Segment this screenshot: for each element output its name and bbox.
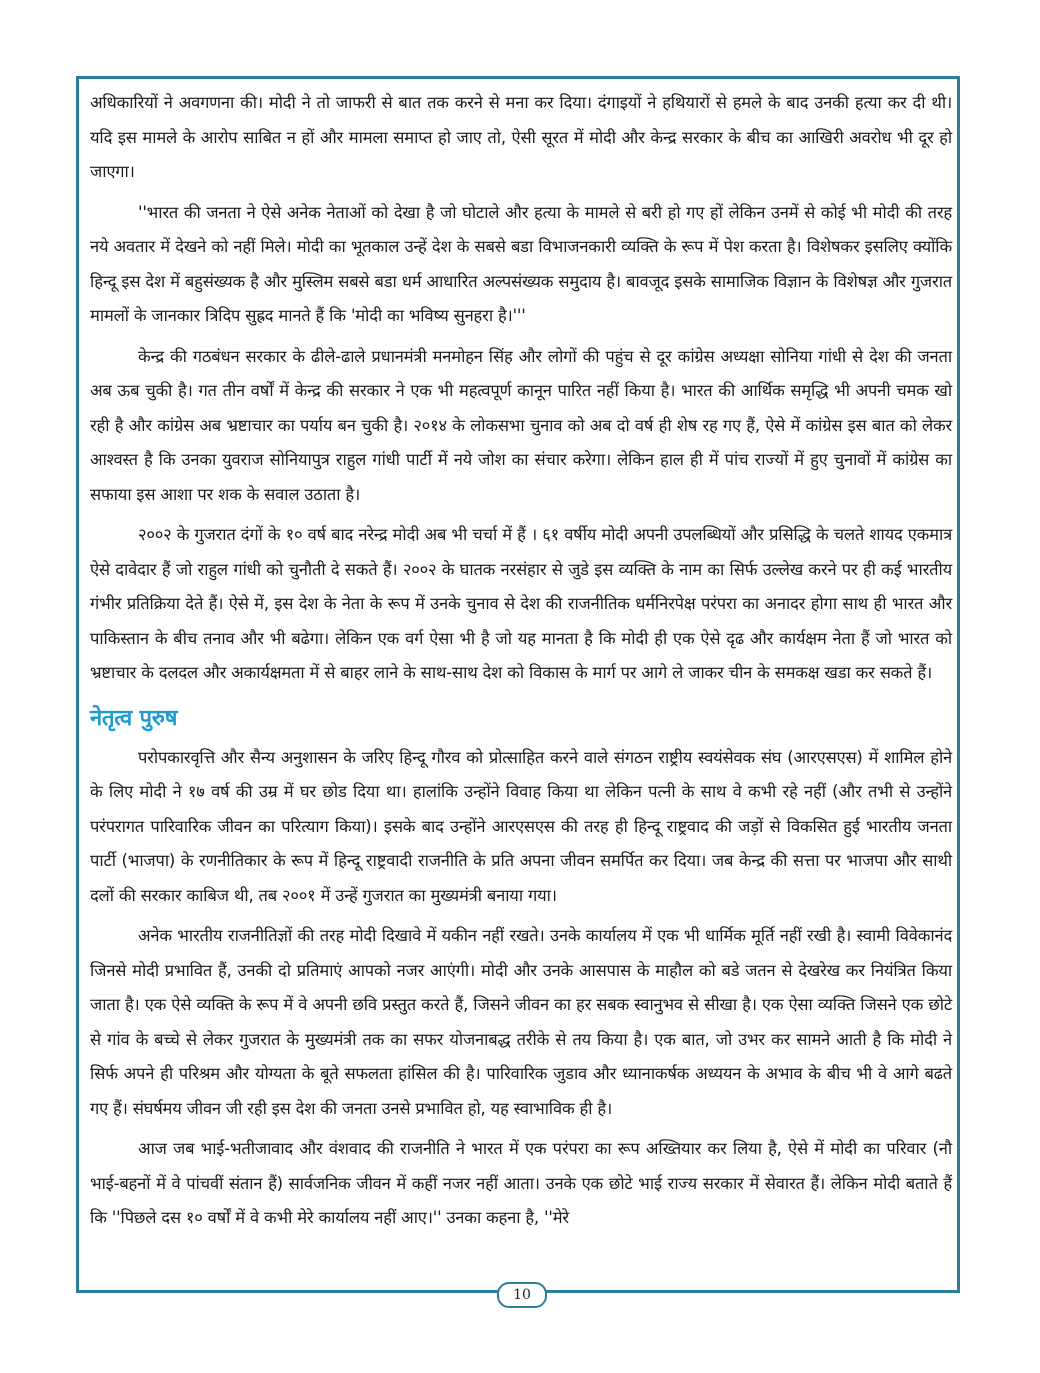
page-number: 10 <box>497 1282 547 1308</box>
paragraph: केन्द्र की गठबंधन सरकार के ढीले-ढाले प्रधानमंत्री मनमोहन सिंह और लोगों की पहुंच से दूर कांग्रेस अध्यक्षा सोनिया गांधी से देश की जनता अब ऊब चुकी है। गत तीन वर्षों में केन्द्र की सरकार ने एक भी महत्वपूर्ण कानून पारित नहीं किया है। भारत की आर्थिक समृद्धि भी अपनी चमक खो रही है और कांग्रेस अब भ्रष्टाचार का पर्याय बन चुकी है। २०१४ के लोकसभा चुनाव को अब दो वर्ष ही शेष रह गए हैं, ऐसे में कांग्रेस इस बात को लेकर आश्वस्त है कि उनका युवराज सोनियापुत्र राहुल गांधी पार्टी में नये जोश का संचार करेगा। लेकिन हाल ही में पांच राज्यों में हुए चुनावों में कांग्रेस का सफाया इस आशा पर शक के सवाल उठाता है। <box>90 346 953 504</box>
paragraph: अनेक भारतीय राजनीतिज्ञों की तरह मोदी दिखावे में यकीन नहीं रखते। उनके कार्यालय में एक भी धार्मिक मूर्ति नहीं रखी है। स्वामी विवेकानंद जिनसे मोदी प्रभावित हैं, उनकी दो प्रतिमाएं आपको नजर आएंगी। मोदी और उनके आसपास के माहौल को बडे जतन से देखरेख कर नियंत्रित किया जाता है। एक ऐसे व्यक्ति के रूप में वे अपनी छवि प्रस्तुत करते हैं, जिसने जीवन का हर सबक स्वानुभव से सीखा है। एक ऐसा व्यक्ति जिसने एक छोटे से गांव के बच्चे से लेकर गुजरात के मुख्यमंत्री तक का सफर योजनाबद्ध तरीके से तय किया है। एक बात, जो उभर कर सामने आती है कि मोदी ने सिर्फ अपने ही परिश्रम और योग्यता के बूते सफलता हांसिल की है। पारिवारिक जुडाव और ध्यानाकर्षक अध्ययन के अभाव के बीच भी वे आगे बढते गए हैं। संघर्षमय जीवन जी रही इस देश की जनता उनसे प्रभावित हो, यह स्वाभाविक ही है। <box>90 926 952 1118</box>
article-body <box>90 86 952 1282</box>
paragraph: २००२ के गुजरात दंगों के १० वर्ष बाद नरेन्द्र मोदी अब भी चर्चा में हैं । ६१ वर्षीय मोदी अपनी उपलब्धियों और प्रसिद्धि के चलते शायद एकमात्र ऐसे दावेदार हैं जो राहुल गांधी को चुनौती दे सकते हैं। २००२ के घातक नरसंहार से जुडे इस व्यक्ति के नाम का सिर्फ उल्लेख करने पर ही कई भारतीय गंभीर प्रतिक्रिया देते हैं। ऐसे में, इस देश के नेता के रूप में उनके चुनाव से देश की राजनीतिक धर्मनिरपेक्ष परंपरा का अनादर होगा साथ ही भारत और पाकिस्तान के बीच तनाव और भी बढेगा। लेकिन एक वर्ग ऐसा भी है जो यह मानता है कि मोदी ही एक ऐसे दृढ और कार्यक्षम नेता हैं जो भारत को भ्रष्टाचार के दलदल और अकार्यक्षमता में से बाहर लाने के साथ-साथ देश को विकास के मार्ग पर आगे ले जाकर चीन के समकक्ष खडा कर सकते हैं। <box>90 525 952 682</box>
section-heading: नेतृत्व पुरुष <box>90 705 178 731</box>
paragraph: आज जब भाई-भतीजावाद और वंशवाद की राजनीति ने भारत में एक परंपरा का रूप अख्तियार कर लिया है, ऐसे में मोदी का परिवार (नौ भाई-बहनों में वे पांचवीं संतान हैं) सार्वजनिक जीवन में कहीं नजर नहीं आता। उनके एक छोटे भाई राज्य सरकार में सेवारत हैं। लेकिन मोदी बताते हैं कि ''पिछले दस १० वर्षों में वे कभी मेरे कार्यालय नहीं आए।'' उनका कहना है, ''मेरे <box>90 1139 952 1227</box>
paragraph: ''भारत की जनता ने ऐसे अनेक नेताओं को देखा है जो घोटाले और हत्या के मामले से बरी हो गए हों लेकिन उनमें से कोई भी मोदी की तरह नये अवतार में देखने को नहीं मिले। मोदी का भूतकाल उन्हें देश के सबसे बडा विभाजनकारी व्यक्ति के रूप में पेश करता है। विशेषकर इसलिए क्योंकि हिन्दू इस देश में बहुसंख्यक है और मुस्लिम सबसे बडा धर्म आधारित अल्पसंख्यक समुदाय है। बावजूद इसके सामाजिक विज्ञान के विशेषज्ञ और गुजरात मामलों के जानकार त्रिदिप सुह्रद मानते हैं कि 'मोदी का भविष्य सुनहरा है।''' <box>90 202 952 325</box>
paragraph: अधिकारियों ने अवगणना की। मोदी ने तो जाफरी से बात तक करने से मना कर दिया। दंगाइयों ने हथियारों से हमले के बाद उनकी हत्या कर दी थी। यदि इस मामले के आरोप साबित न हों और मामला समाप्त हो जाए तो, ऐसी सूरत में मोदी और केन्द्र सरकार के बीच का आखिरी अवरोध भी दूर हो जाएगा। <box>90 93 952 181</box>
paragraph: परोपकारवृत्ति और सैन्य अनुशासन के जरिए हिन्दू गौरव को प्रोत्साहित करने वाले संगठन राष्ट्रीय स्वयंसेवक संघ (आरएसएस) में शामिल होने के लिए मोदी ने १७ वर्ष की उम्र में घर छोड दिया था। हालांकि उन्होंने विवाह किया था लेकिन पत्नी के साथ वे कभी रहे नहीं (और तभी से उन्होंने परंपरागत पारिवारिक जीवन का परित्याग किया)। इसके बाद उन्होंने आरएसएस की तरह ही हिन्दू राष्ट्रवाद की जड़ों से विकसित हुई भारतीय जनता पार्टी (भाजपा) के रणनीतिकार के रूप में हिन्दू राष्ट्रवादी राजनीति के प्रति अपना जीवन समर्पित कर दिया। जब केन्द्र की सत्ता पर भाजपा और साथी दलों की सरकार काबिज थी, तब २००१ में उन्हें गुजरात का मुख्यमंत्री बनाया गया। <box>90 747 952 905</box>
